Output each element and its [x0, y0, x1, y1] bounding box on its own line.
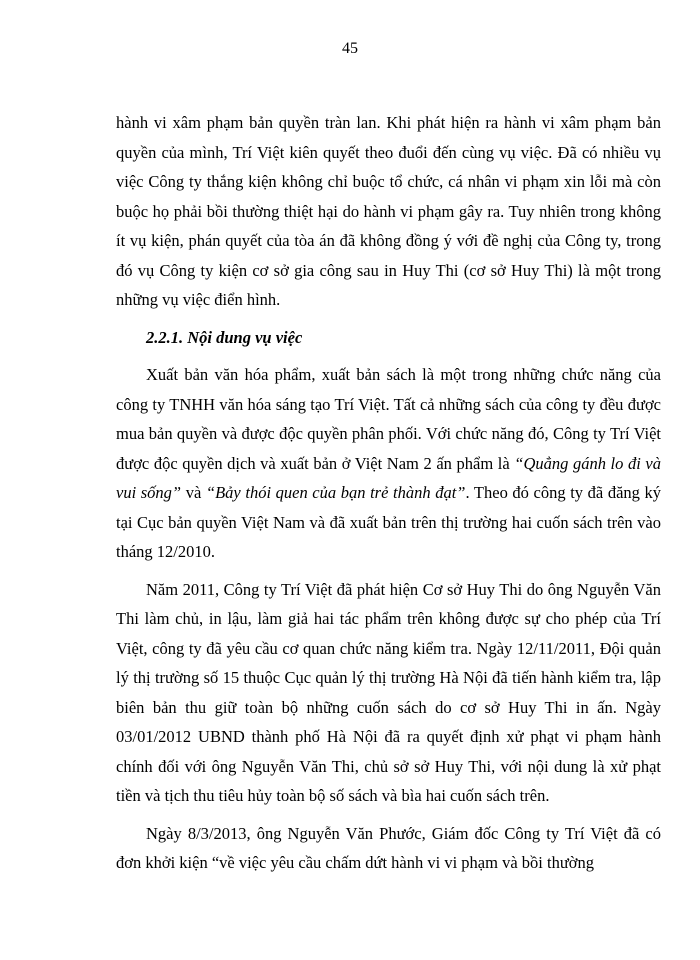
paragraph-2-text-b: . Theo đó công ty đã đăng ký tại Cục bản quyền Việt Nam và đã xuất bản trên thị trường hai cuốn sách trên vào tháng 12/2010. — [116, 483, 662, 561]
page-number: 45 — [342, 40, 358, 57]
book-title-2: “Bảy thói quen của bạn trẻ thành đạt” — [205, 483, 466, 502]
paragraph-4: Ngày 8/3/2013, ông Nguyễn Văn Phước, Giám đốc Công ty Trí Việt đã có đơn khởi kiện “về việc yêu cầu chấm dứt hành vi vi phạm và bồi thường — [116, 823, 661, 872]
section-heading: 2.2.1. Nội dung vụ việc — [146, 327, 303, 347]
book-title-1: “Quẳng gánh lo đi và vui sống” — [116, 453, 661, 502]
document-body — [116, 108, 661, 878]
paragraph-2-text-a: Xuất bản văn hóa phẩm, xuất bản sách là một trong những chức năng của công ty TNHH văn hóa sáng tạo Trí Việt. Tất cả những sách của công ty đều được mua bản quyền và được độc quyền phân phối. Với chức năng đó, Công ty Trí Việt được độc quyền dịch và xuất bản ở Việt Nam 2 ấn phẩm là — [116, 365, 661, 473]
paragraph-2-conjunction: và — [181, 483, 206, 502]
paragraph-2 — [116, 360, 661, 567]
paragraph-3: Năm 2011, Công ty Trí Việt đã phát hiện Cơ sở Huy Thi do ông Nguyễn Văn Thi làm chủ, in lậu, làm giả hai tác phẩm trên không được sự cho phép của Trí Việt, công ty đã yêu cầu cơ quan chức năng kiểm tra. Ngày 12/11/2011, Đội quản lý thị trường số 15 thuộc Cục quản lý thị trường Hà Nội đã tiến hành kiểm tra, lập biên bản thu giữ toàn bộ những cuốn sách do cơ sở Huy Thi in ấn. Ngày 03/01/2012 UBND thành phố Hà Nội đã ra quyết định xử phạt vi phạm hành chính đối với ông Nguyễn Văn Thi, chủ sở sở Huy Thi, với nội dung là xử phạt tiền và tịch thu tiêu hủy toàn bộ số sách và bìa hai cuốn sách trên. — [116, 579, 661, 805]
paragraph-1: hành vi xâm phạm bản quyền tràn lan. Khi phát hiện ra hành vi xâm phạm bản quyền của mình, Trí Việt kiên quyết theo đuổi đến cùng vụ việc. Đã có nhiều vụ việc Công ty thắng kiện không chỉ buộc tổ chức, cá nhân vi phạm xin lỗi mà còn buộc họ phải bồi thường thiệt hại do hành vi phạm gây ra. Tuy nhiên trong không ít vụ kiện, phán quyết của tòa án đã không đồng ý với đề nghị của Công ty, trong đó vụ Công ty kiện cơ sở gia công sau in Huy Thi (cơ sở Huy Thi) là một trong những vụ việc điển hình. — [116, 113, 661, 309]
